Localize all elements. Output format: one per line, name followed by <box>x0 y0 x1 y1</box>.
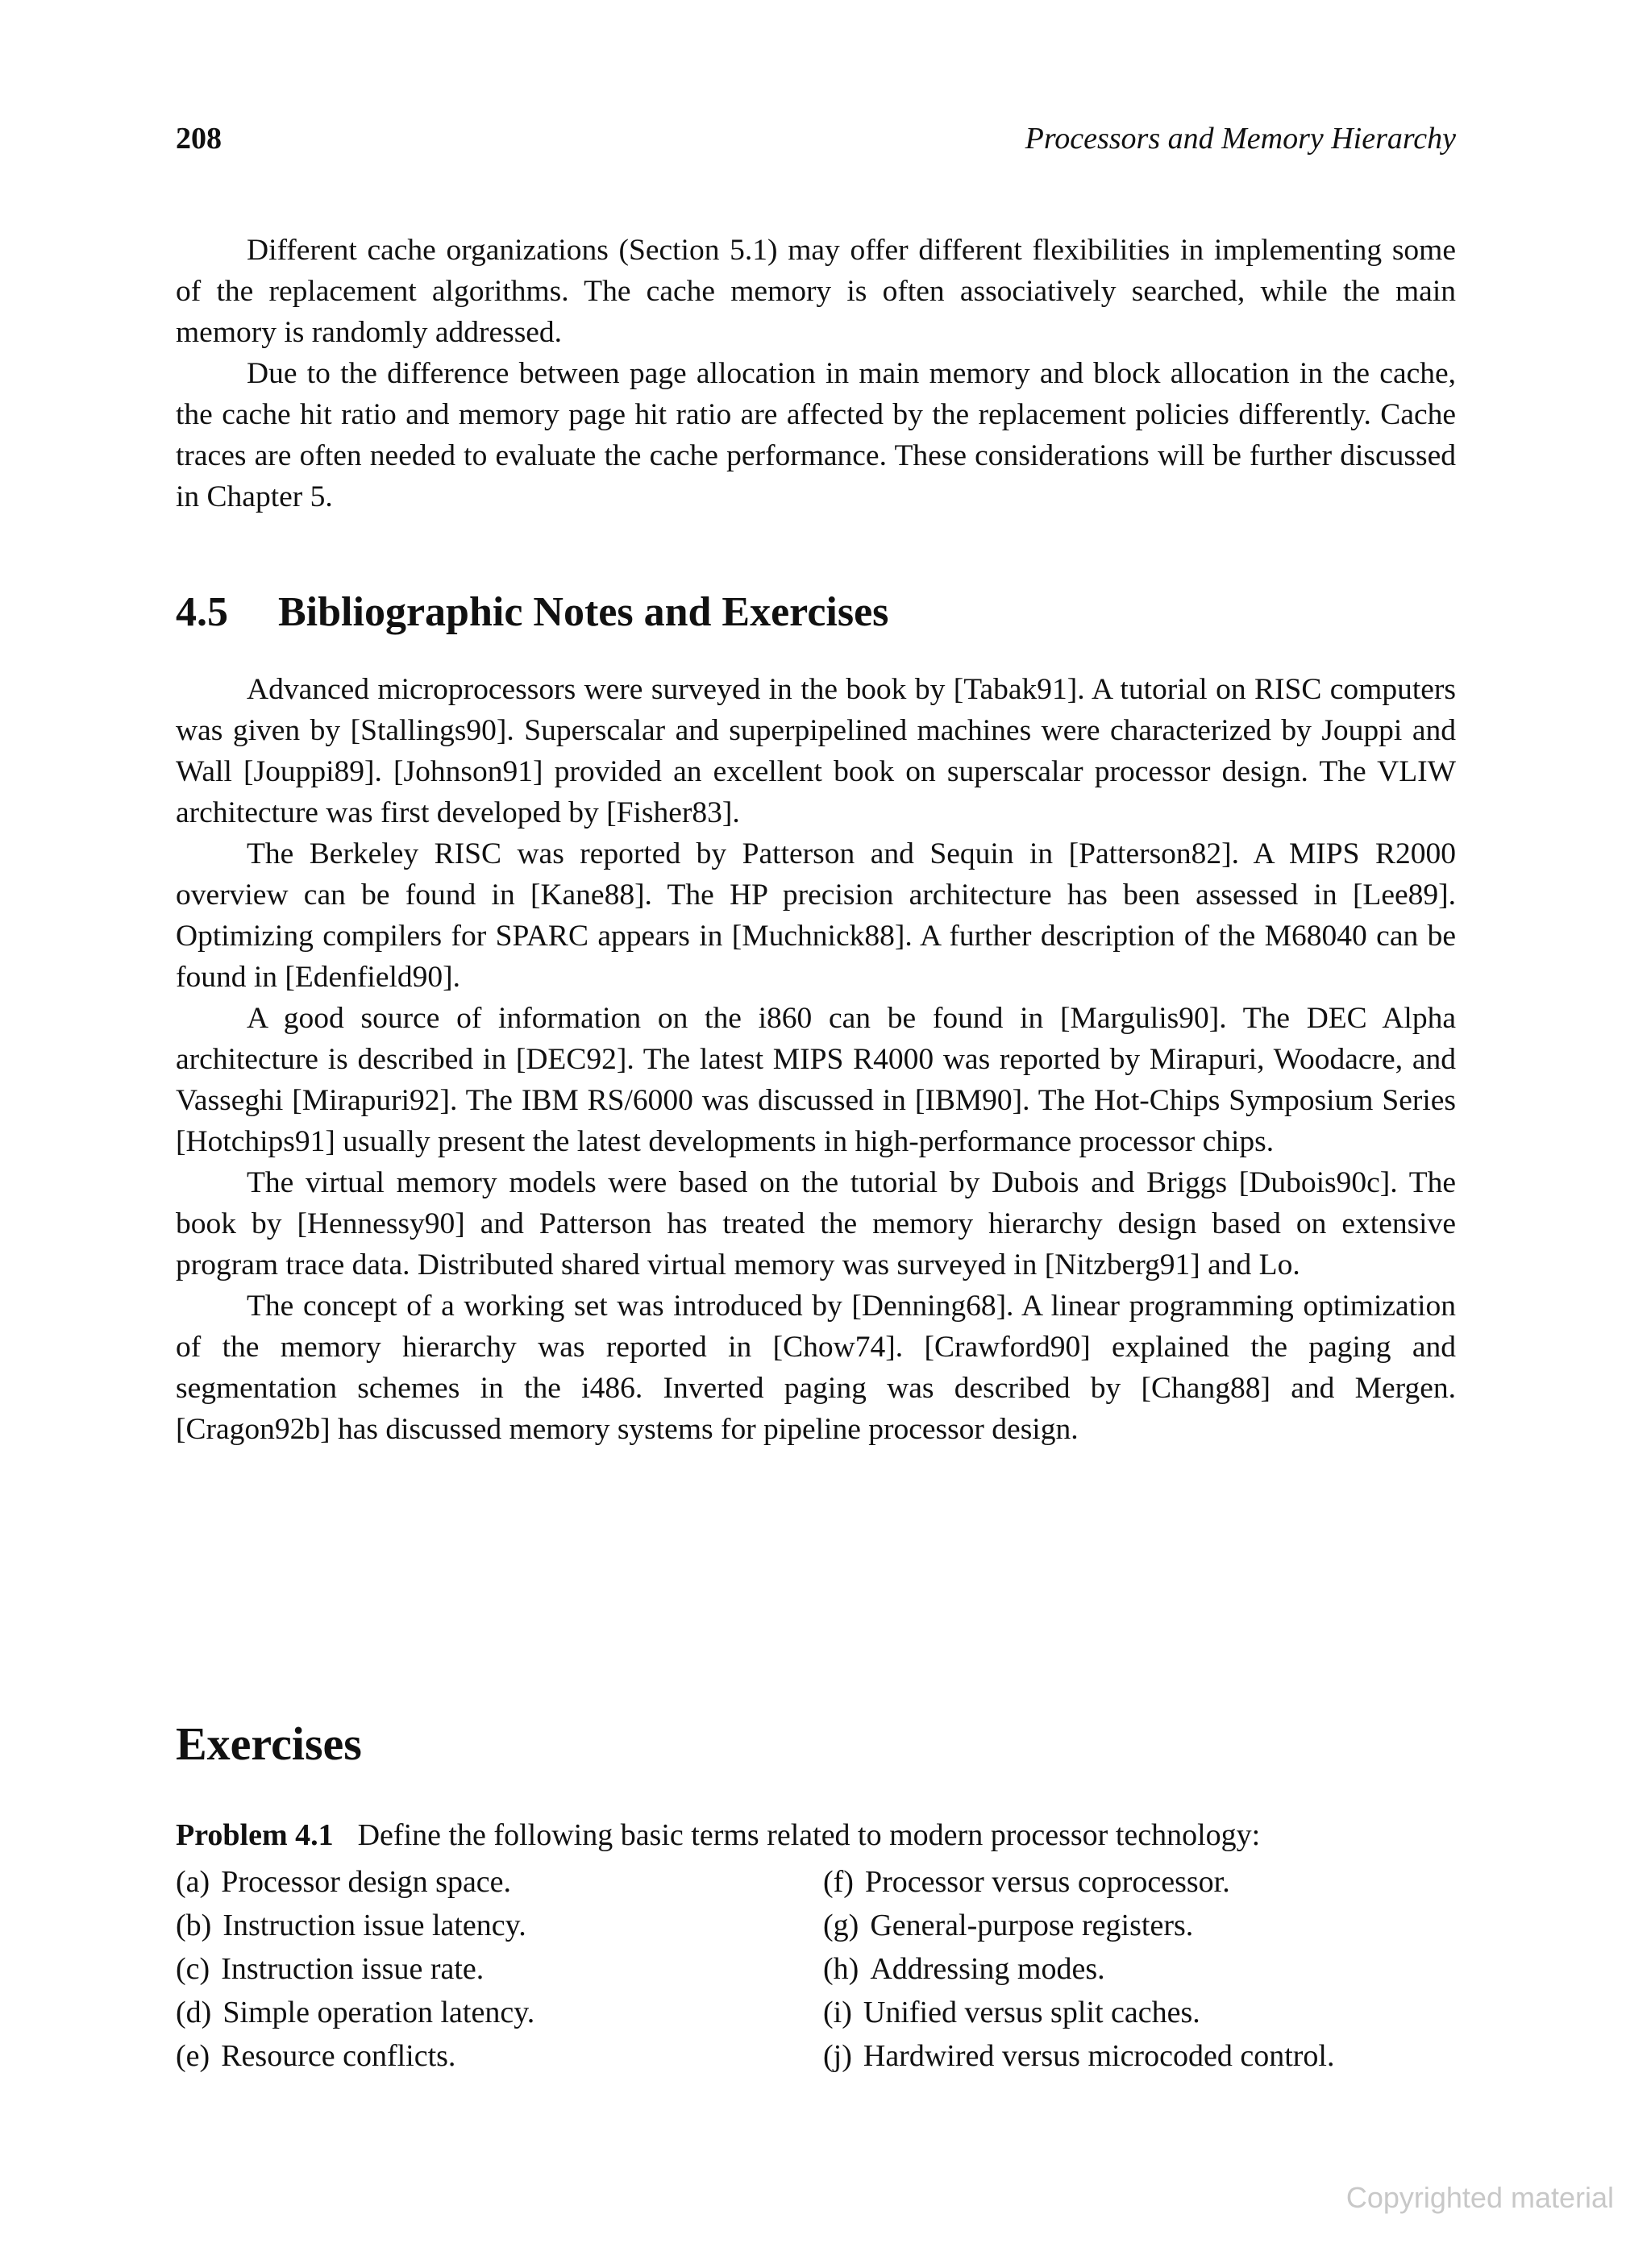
intro-paragraph: Due to the difference between page allocation in main memory and block allocation in the cache, the cache hit ratio and memory page hit ratio are affected by the replacement policies differently. Cache traces are often needed to evaluate the cache performance. These considerations will be further discussed in Chapter 5. <box>176 357 1456 513</box>
item-letter: (i) <box>823 1996 852 2029</box>
section-heading <box>176 588 888 636</box>
item-letter: (g) <box>823 1909 859 1942</box>
item-text: General-purpose registers. <box>870 1909 1194 1942</box>
running-head <box>176 121 1456 166</box>
biblio-paragraph: The concept of a working set was introduced by [Denning68]. A linear programming optimization of the memory hierarchy was reported in [Chow74]. [Crawford90] explained the paging and segmentation schemes in the i486. Inverted paging was described by [Chang88] and Mergen. [Cragon92b] has discussed memory systems for pipeline processor design. <box>176 1290 1456 1446</box>
item-text: Hardwired versus microcoded control. <box>863 2039 1335 2073</box>
problem-item <box>176 2034 823 2078</box>
problem-item <box>176 1860 823 1904</box>
section-number: 4.5 <box>176 589 228 635</box>
problem-item <box>176 1991 823 2034</box>
problem-item <box>823 1991 1466 2034</box>
item-letter: (b) <box>176 1909 212 1942</box>
problem-item <box>823 1860 1466 1904</box>
item-letter: (f) <box>823 1865 854 1899</box>
biblio-paragraph: A good source of information on the i860 can be found in [Margulis90]. The DEC Alpha architecture is described in [DEC92]. The latest MIPS R4000 was reported by Mirapuri, Woodacre, and Vasseghi [Mirapuri92]. The IBM RS/6000 was discussed in [IBM90]. The Hot-Chips Symposium Series [Hotchips91] usually present the latest developments in high-performance processor chips. <box>176 1002 1456 1158</box>
bibliographic-notes <box>176 669 1456 1450</box>
problem-item <box>176 1947 823 1991</box>
problem-item <box>823 2034 1466 2078</box>
item-letter: (e) <box>176 2039 210 2073</box>
item-text: Processor design space. <box>221 1865 512 1899</box>
item-letter: (d) <box>176 1996 212 2029</box>
problem-item <box>823 1904 1466 1947</box>
exercises-heading: Exercises <box>176 1718 362 1770</box>
item-letter: (j) <box>823 2039 852 2073</box>
problem-item <box>176 1904 823 1947</box>
problem-statement <box>176 1813 1466 1857</box>
item-letter: (h) <box>823 1952 859 1986</box>
problem-item <box>823 1947 1466 1991</box>
item-text: Instruction issue latency. <box>222 1909 526 1942</box>
item-text: Processor versus coprocessor. <box>864 1865 1230 1899</box>
item-text: Addressing modes. <box>870 1952 1105 1986</box>
biblio-paragraph: The Berkeley RISC was reported by Patterson and Sequin in [Patterson82]. A MIPS R2000 overview can be found in [Kane88]. The HP precision architecture has been assessed in [Lee89]. Optimizing compilers for SPARC appears in [Muchnick88]. A further description of the M68040 can be found in [Edenfield90]. <box>176 837 1456 994</box>
page-number: 208 <box>176 122 222 156</box>
section-title: Bibliographic Notes and Exercises <box>278 589 889 635</box>
item-text: Resource conflicts. <box>221 2039 456 2073</box>
biblio-paragraph: Advanced microprocessors were surveyed in the book by [Tabak91]. A tutorial on RISC computers was given by [Stallings90]. Superscalar and superpipelined machines were characterized by Jouppi and Wall [Jouppi89]. [Johnson91] provided an excellent book on superscalar processor design. The VLIW architecture was first developed by [Fisher83]. <box>176 673 1456 829</box>
intro-text <box>176 230 1456 517</box>
item-text: Unified versus split caches. <box>863 1996 1200 2029</box>
running-title: Processors and Memory Hierarchy <box>1025 122 1456 156</box>
problem-items <box>176 1860 1466 2078</box>
copyright-watermark: Copyrighted material <box>1345 2181 1614 2214</box>
biblio-paragraph: The virtual memory models were based on the tutorial by Dubois and Briggs [Dubois90c]. The book by [Hennessy90] and Patterson has treated the memory hierarchy design based on extensive program trace data. Distributed shared virtual memory was surveyed in [Nitzberg91] and Lo. <box>176 1166 1456 1281</box>
item-text: Instruction issue rate. <box>221 1952 484 1986</box>
intro-paragraph: Different cache organizations (Section 5.1) may offer different flexibilities in implementing some of the replacement algorithms. The cache memory is often associatively searched, while the main memory is randomly addressed. <box>176 234 1456 349</box>
problem-label: Problem 4.1 <box>176 1818 334 1852</box>
item-text: Simple operation latency. <box>222 1996 535 2029</box>
item-letter: (a) <box>176 1865 210 1899</box>
problem-prompt: Define the following basic terms related to modern processor technology: <box>357 1818 1261 1852</box>
item-letter: (c) <box>176 1952 210 1986</box>
